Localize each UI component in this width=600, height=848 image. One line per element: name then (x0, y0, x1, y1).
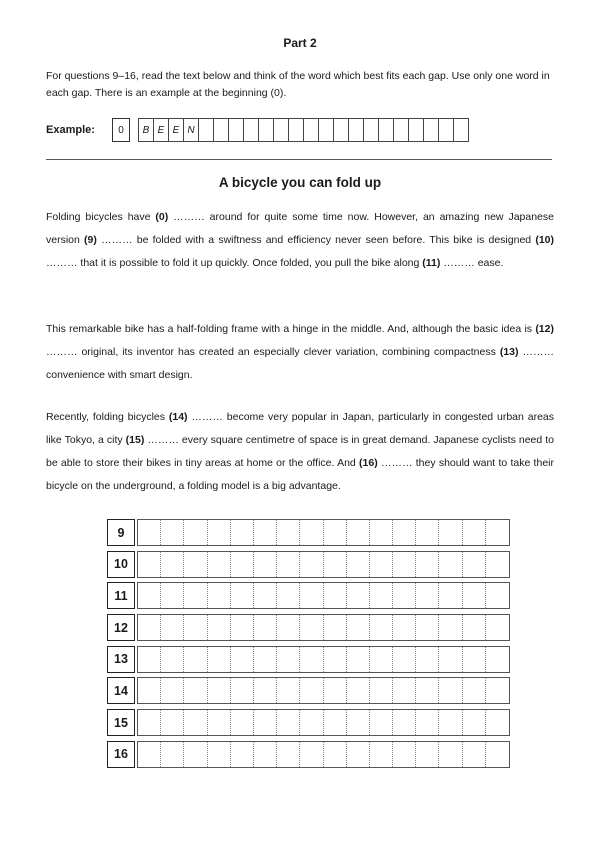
answer-cell[interactable] (347, 520, 370, 545)
text-segment: ……… original, its inventor has created an especially clever variation, combining compactness (46, 346, 500, 358)
answer-cell[interactable] (324, 710, 347, 735)
answer-cell[interactable] (324, 615, 347, 640)
answer-cell[interactable] (393, 647, 416, 672)
answer-cell[interactable] (254, 615, 277, 640)
text-segment: ……… convenience with smart design. (46, 346, 554, 381)
answer-cell[interactable] (370, 742, 393, 767)
answer-cell[interactable] (486, 520, 509, 545)
answer-cell[interactable] (300, 552, 323, 577)
answer-cell[interactable] (138, 583, 161, 608)
answer-cell[interactable] (370, 552, 393, 577)
example-letter-box (288, 119, 303, 141)
answer-cell[interactable] (161, 520, 184, 545)
answer-cell[interactable] (393, 710, 416, 735)
answer-cell[interactable] (208, 552, 231, 577)
answer-row (107, 741, 510, 768)
answer-cell[interactable] (277, 583, 300, 608)
answer-cell[interactable] (463, 520, 486, 545)
example-letter-box (378, 119, 393, 141)
answer-cell[interactable] (439, 552, 462, 577)
example-letter-box (393, 119, 408, 141)
answer-cell[interactable] (184, 742, 207, 767)
answer-cell[interactable] (300, 710, 323, 735)
example-letter-box (228, 119, 243, 141)
answer-cell[interactable] (184, 615, 207, 640)
answer-cell[interactable] (370, 678, 393, 703)
answer-cell[interactable] (208, 520, 231, 545)
answer-row (107, 677, 510, 704)
example-letter-box (453, 119, 469, 141)
answer-cell[interactable] (277, 678, 300, 703)
answer-cell[interactable] (300, 520, 323, 545)
example-letter-box (333, 119, 348, 141)
example-letter-box (198, 119, 213, 141)
answer-cells (137, 582, 510, 609)
answer-row-number: 13 (107, 646, 135, 673)
answer-cell[interactable] (231, 583, 254, 608)
example-letter-box (363, 119, 378, 141)
answer-row (107, 614, 510, 641)
answer-cell[interactable] (300, 678, 323, 703)
answer-cell[interactable] (208, 678, 231, 703)
example-letter-box: E (168, 119, 183, 141)
gap-number: (11) (422, 257, 441, 269)
gap-number: (12) (535, 323, 554, 335)
answer-cell[interactable] (254, 583, 277, 608)
example-letter-box (258, 119, 273, 141)
answer-cell[interactable] (208, 583, 231, 608)
answer-cell[interactable] (416, 583, 439, 608)
answer-cell[interactable] (324, 647, 347, 672)
answer-cell[interactable] (439, 742, 462, 767)
paragraph-3 (46, 406, 554, 498)
example-letter-box (348, 119, 363, 141)
answer-cell[interactable] (277, 520, 300, 545)
text-segment: ……… be folded with a swiftness and efficiency never seen before. This bike is designed (96, 234, 536, 246)
answer-row-number: 16 (107, 741, 135, 768)
answer-cell[interactable] (347, 742, 370, 767)
answer-cell[interactable] (324, 552, 347, 577)
answer-cell[interactable] (486, 552, 509, 577)
answer-row-number: 11 (107, 582, 135, 609)
answer-cell[interactable] (439, 583, 462, 608)
answer-cell[interactable] (231, 615, 254, 640)
answer-cell[interactable] (347, 647, 370, 672)
text-segment: This remarkable bike has a half-folding frame with a hinge in the middle. And, although the basic idea is (46, 323, 536, 335)
answer-cell[interactable] (416, 552, 439, 577)
answer-cell[interactable] (231, 742, 254, 767)
answer-cell[interactable] (300, 742, 323, 767)
answer-cell[interactable] (208, 647, 231, 672)
answer-cell[interactable] (231, 678, 254, 703)
text-segment: ……… around for quite some time now. However, an amazing new Japanese version (46, 211, 554, 246)
paragraph-2 (46, 318, 554, 387)
answer-cell[interactable] (161, 710, 184, 735)
answer-cell[interactable] (370, 583, 393, 608)
answer-cell[interactable] (463, 583, 486, 608)
answer-cell[interactable] (463, 742, 486, 767)
answer-cell[interactable] (161, 678, 184, 703)
example-letter-box (318, 119, 333, 141)
answer-cell[interactable] (254, 678, 277, 703)
answer-cell[interactable] (231, 520, 254, 545)
example-letter-box (408, 119, 423, 141)
answer-cell[interactable] (161, 647, 184, 672)
answer-cell[interactable] (231, 647, 254, 672)
answer-cell[interactable] (393, 583, 416, 608)
answer-cell[interactable] (370, 710, 393, 735)
answer-cell[interactable] (347, 615, 370, 640)
answer-cell[interactable] (138, 552, 161, 577)
example-row (46, 118, 469, 142)
answer-cell[interactable] (231, 710, 254, 735)
gap-number: (15) (125, 434, 145, 446)
gap-number: (9) (84, 234, 97, 246)
answer-cell[interactable] (486, 710, 509, 735)
answer-cells (137, 709, 510, 736)
answer-cell[interactable] (254, 710, 277, 735)
answer-cell[interactable] (416, 742, 439, 767)
text-segment: ……… they should want to take their bicycle on the underground, a folding model is a big advantage. (46, 457, 554, 492)
answer-cell[interactable] (161, 552, 184, 577)
answer-cell[interactable] (416, 710, 439, 735)
gap-number: (10) (535, 234, 555, 246)
answer-cell[interactable] (324, 583, 347, 608)
answer-cells (137, 677, 510, 704)
example-number-box: 0 (112, 118, 130, 142)
answer-cells (137, 614, 510, 641)
answer-cell[interactable] (254, 647, 277, 672)
answer-cell[interactable] (208, 615, 231, 640)
example-letter-boxes (138, 118, 469, 142)
example-letter-box (273, 119, 288, 141)
example-letter-box (243, 119, 258, 141)
answer-cell[interactable] (300, 647, 323, 672)
answer-cell[interactable] (439, 710, 462, 735)
answer-row-number: 9 (107, 519, 135, 546)
answer-cell[interactable] (254, 552, 277, 577)
answer-row (107, 519, 510, 546)
gap-number: (16) (359, 457, 378, 469)
answer-cell[interactable] (463, 552, 486, 577)
answer-cell[interactable] (347, 552, 370, 577)
answer-cell[interactable] (161, 615, 184, 640)
answer-cell[interactable] (393, 520, 416, 545)
example-letter-box (438, 119, 453, 141)
answer-cell[interactable] (463, 615, 486, 640)
answer-cell[interactable] (370, 615, 393, 640)
answer-cell[interactable] (138, 520, 161, 545)
answer-cell[interactable] (416, 520, 439, 545)
answer-cell[interactable] (463, 678, 486, 703)
text-segment: Folding bicycles have (46, 211, 156, 223)
example-letter-box: E (153, 119, 168, 141)
answer-cell[interactable] (184, 552, 207, 577)
answer-cells (137, 519, 510, 546)
answer-cell[interactable] (439, 678, 462, 703)
answer-cell[interactable] (184, 647, 207, 672)
answer-cell[interactable] (486, 678, 509, 703)
example-letter-box: N (183, 119, 198, 141)
example-letter-box: B (138, 119, 153, 141)
answer-cell[interactable] (347, 583, 370, 608)
answer-cell[interactable] (277, 647, 300, 672)
example-letter-box (423, 119, 438, 141)
answer-cell[interactable] (439, 615, 462, 640)
answer-cells (137, 551, 510, 578)
text-segment: Recently, folding bicycles (46, 411, 169, 423)
answer-cells (137, 646, 510, 673)
answer-cell[interactable] (254, 520, 277, 545)
example-letter-box (303, 119, 318, 141)
answer-cell[interactable] (486, 647, 509, 672)
answer-row-number: 14 (107, 677, 135, 704)
answer-cells (137, 741, 510, 768)
paragraph-1 (46, 206, 554, 275)
answer-cell[interactable] (439, 647, 462, 672)
answer-cell[interactable] (463, 710, 486, 735)
answer-cell[interactable] (370, 520, 393, 545)
gap-number: (0) (155, 211, 169, 223)
answer-cell[interactable] (138, 678, 161, 703)
answer-cell[interactable] (393, 615, 416, 640)
answer-cell[interactable] (393, 678, 416, 703)
answer-cell[interactable] (138, 615, 161, 640)
answer-cell[interactable] (277, 742, 300, 767)
answer-cell[interactable] (161, 742, 184, 767)
answer-cell[interactable] (277, 552, 300, 577)
text-segment: ……… that it is possible to fold it up quickly. Once folded, you pull the bike along (46, 257, 423, 269)
answer-cell[interactable] (138, 710, 161, 735)
example-label: Example: (46, 124, 95, 136)
answer-cell[interactable] (347, 710, 370, 735)
answer-cell[interactable] (324, 520, 347, 545)
answer-row (107, 646, 510, 673)
answer-cell[interactable] (486, 583, 509, 608)
answer-cell[interactable] (231, 552, 254, 577)
answer-row (107, 709, 510, 736)
answer-row (107, 582, 510, 609)
answer-cell[interactable] (184, 678, 207, 703)
part-title: Part 2 (283, 36, 317, 50)
answer-row-number: 15 (107, 709, 135, 736)
answer-cell[interactable] (208, 742, 231, 767)
answer-cell[interactable] (347, 678, 370, 703)
answer-cell[interactable] (138, 742, 161, 767)
answer-cell[interactable] (277, 710, 300, 735)
text-title: A bicycle you can fold up (218, 175, 382, 190)
answer-cell[interactable] (393, 742, 416, 767)
answer-cell[interactable] (208, 710, 231, 735)
text-segment: ……… ease. (440, 257, 504, 269)
instructions: For questions 9–16, read the text below and think of the word which best fits each gap. Use only one word in each gap. There is an example at the beginning (0). (46, 70, 550, 99)
answer-cell[interactable] (300, 615, 323, 640)
text-segment: ……… every square centimetre of space is in great demand. Japanese cyclists need to be able to store their bikes in tiny areas at home or the office. And (46, 434, 555, 469)
gap-number: (14) (168, 411, 188, 423)
answer-cell[interactable] (416, 615, 439, 640)
answer-row-number: 10 (107, 551, 135, 578)
answer-cell[interactable] (416, 678, 439, 703)
answer-cell[interactable] (324, 742, 347, 767)
answer-cell[interactable] (138, 647, 161, 672)
answer-cell[interactable] (486, 615, 509, 640)
answer-cell[interactable] (277, 615, 300, 640)
answer-cell[interactable] (393, 552, 416, 577)
answer-cell[interactable] (439, 520, 462, 545)
answer-cell[interactable] (486, 742, 509, 767)
text-segment: ……… become very popular in Japan, particularly in congested urban areas like Tokyo, a city (46, 411, 554, 446)
answer-row-number: 12 (107, 614, 135, 641)
answer-cell[interactable] (463, 647, 486, 672)
answer-cell[interactable] (161, 583, 184, 608)
gap-number: (13) (499, 346, 519, 358)
answer-cell[interactable] (184, 710, 207, 735)
answer-cell[interactable] (300, 583, 323, 608)
answer-cell[interactable] (324, 678, 347, 703)
answer-grid (107, 519, 510, 773)
answer-cell[interactable] (416, 647, 439, 672)
answer-row (107, 551, 510, 578)
divider (46, 159, 552, 160)
answer-cell[interactable] (370, 647, 393, 672)
answer-cell[interactable] (254, 742, 277, 767)
example-letter-box (213, 119, 228, 141)
answer-cell[interactable] (184, 520, 207, 545)
answer-cell[interactable] (184, 583, 207, 608)
